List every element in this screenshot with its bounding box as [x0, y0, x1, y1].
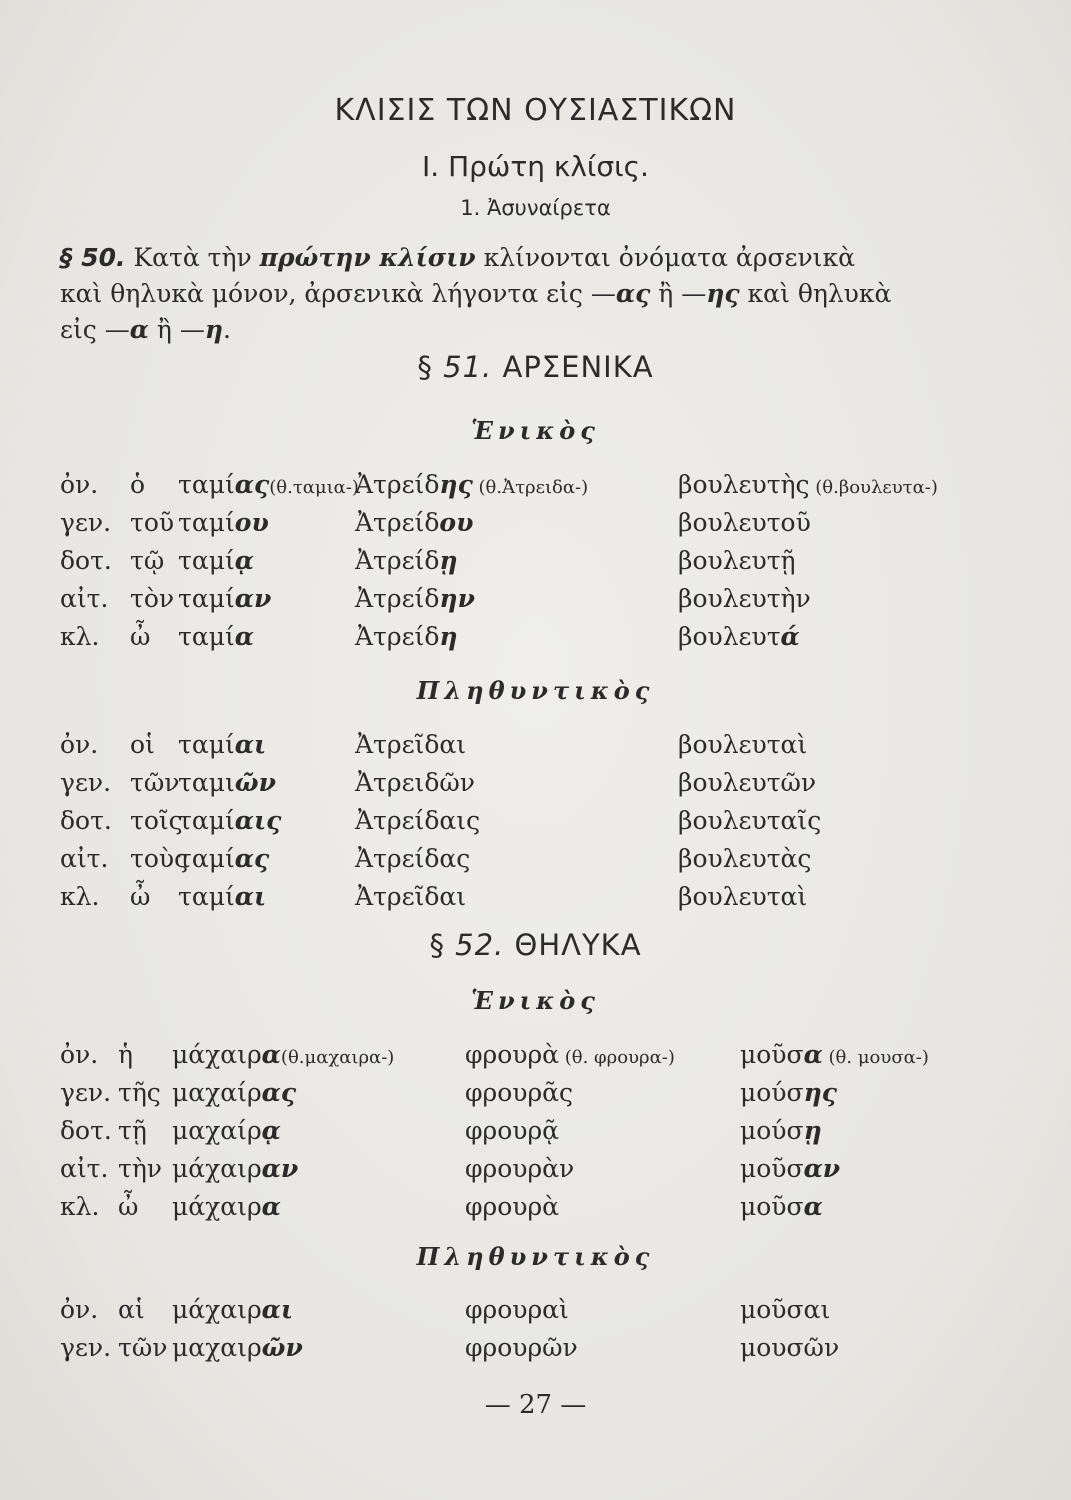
- case-abbrev: γεν.: [60, 508, 112, 537]
- word-form-1: [172, 1333, 303, 1362]
- word-stem: ταμί: [178, 508, 235, 537]
- case-abbrev: κλ.: [60, 882, 100, 911]
- word-ending: αν: [234, 584, 272, 613]
- case-abbrev: ὀν.: [60, 470, 99, 499]
- word-form-2: [465, 1154, 574, 1183]
- word-ending: ά: [780, 622, 800, 651]
- paragraph-line-3: [60, 312, 960, 347]
- section-number: § 50.: [60, 243, 126, 272]
- text: .: [223, 315, 231, 344]
- word-ending: αν: [261, 1154, 299, 1183]
- word-stem: ταμί: [178, 584, 235, 613]
- case-label: [60, 844, 108, 873]
- word-text: φρουραὶ: [465, 1295, 569, 1324]
- case-label: [60, 1333, 111, 1362]
- article-text: ἡ: [118, 1040, 133, 1069]
- text: κλίνονται ὀνόματα ἀρσενικὰ: [475, 243, 855, 272]
- article: [130, 768, 179, 797]
- word-form-1: [178, 584, 271, 613]
- word-stem: ταμί: [178, 470, 235, 499]
- word-stem: Ἀτρείδ: [355, 546, 440, 575]
- word-ending: η: [439, 622, 458, 651]
- word-form-3: [678, 546, 796, 575]
- case-abbrev: δοτ.: [60, 546, 112, 575]
- word-form-3: [678, 882, 807, 911]
- article: [130, 470, 145, 499]
- word-text: Ἀτρείδαις: [355, 806, 481, 835]
- word-stem: ταμί: [178, 730, 235, 759]
- word-stem: ταμί: [178, 622, 235, 651]
- word-form-3: [740, 1116, 822, 1145]
- article: [118, 1154, 162, 1183]
- article-text: ὦ: [118, 1192, 139, 1221]
- word-ending: ου: [234, 508, 269, 537]
- word-ending: ῃ: [803, 1116, 822, 1145]
- word-ending: ης: [439, 470, 473, 499]
- stem-note: (θ. φρουρα-): [559, 1047, 675, 1068]
- text: Κατὰ τὴν: [125, 243, 260, 272]
- stem-note: (θ.ταμια-): [269, 477, 359, 498]
- heading-word: ΘΗΛΥΚΑ: [504, 928, 642, 962]
- section-number: 51.: [443, 350, 493, 384]
- word-text: φρουρᾷ: [465, 1116, 560, 1145]
- case-abbrev: ὀν.: [60, 1040, 99, 1069]
- case-abbrev: δοτ.: [60, 806, 112, 835]
- word-form-1: [172, 1078, 296, 1107]
- word-stem: μάχαιρ: [172, 1040, 262, 1069]
- word-ending: αι: [234, 882, 267, 911]
- stem-note: (θ.μαχαιρα-): [280, 1047, 395, 1068]
- word-text: βουλευταὶ: [678, 730, 808, 759]
- word-form-2: [465, 1192, 559, 1221]
- word-form-3: [678, 730, 807, 759]
- word-stem: Ἀτρείδ: [355, 508, 440, 537]
- word-stem: βουλευτῇ: [678, 546, 796, 575]
- word-form-1: [178, 806, 281, 835]
- article: [130, 806, 183, 835]
- article: [118, 1295, 145, 1324]
- word-stem: βουλευτοῦ: [678, 508, 811, 537]
- article-text: τῷ: [130, 546, 165, 575]
- word-ending: ᾳ: [261, 1116, 281, 1145]
- article: [118, 1040, 133, 1069]
- word-stem: μαχαίρ: [172, 1078, 262, 1107]
- word-form-2: [465, 1295, 569, 1324]
- word-form-3: [678, 768, 816, 797]
- feminine-plural-label: Πληθυντικὸς: [416, 1242, 655, 1271]
- word-text: βουλευταῖς: [678, 806, 822, 835]
- word-ending: ῃ: [439, 546, 458, 575]
- word-text: φρουρᾶς: [465, 1078, 574, 1107]
- word-form-1: [178, 768, 276, 797]
- article: [118, 1078, 161, 1107]
- feminine-singular-label: Ἑνικὸς: [471, 986, 600, 1015]
- word-stem: βουλευτὴν: [678, 584, 811, 613]
- word-form-1: [178, 546, 254, 575]
- word-ending: ης: [803, 1078, 837, 1107]
- word-stem: βουλευτὴς: [678, 470, 810, 499]
- page-number: — 27 —: [484, 1390, 587, 1420]
- word-form-2: [355, 882, 466, 911]
- word-form-3: [678, 508, 811, 537]
- section-subsubtitle: 1. Ἀσυναίρετα: [460, 196, 611, 220]
- emphasis: πρώτην κλίσιν: [259, 243, 476, 272]
- article-text: τῇ: [118, 1116, 147, 1145]
- word-text: μοῦσαι: [740, 1295, 831, 1324]
- word-stem: Ἀτρείδ: [355, 584, 440, 613]
- article-text: τῶν: [118, 1333, 168, 1362]
- article: [118, 1333, 167, 1362]
- ending: ας: [615, 279, 651, 308]
- article-text: οἱ: [130, 730, 155, 759]
- word-text: φρουρὰ: [465, 1040, 560, 1069]
- word-stem: μοῦσ: [740, 1154, 804, 1183]
- word-form-3: [740, 1192, 823, 1221]
- word-form-1: [178, 882, 266, 911]
- word-form-1: [178, 844, 269, 873]
- word-stem: μούσ: [740, 1078, 804, 1107]
- word-form-2: [465, 1116, 559, 1145]
- word-form-3: [678, 470, 938, 499]
- word-text: φρουρῶν: [465, 1333, 578, 1362]
- section-sign: §: [417, 350, 444, 384]
- article: [118, 1192, 138, 1221]
- word-stem: μοῦσ: [740, 1040, 804, 1069]
- word-form-2: [355, 508, 473, 537]
- article: [130, 730, 155, 759]
- case-label: [60, 622, 99, 651]
- case-label: [60, 1040, 98, 1069]
- word-text: Ἀτρειδῶν: [355, 768, 475, 797]
- word-ending: α: [261, 1192, 281, 1221]
- text: ἢ —: [650, 279, 707, 308]
- word-stem: μαχαίρ: [172, 1116, 262, 1145]
- word-stem: ταμί: [178, 806, 235, 835]
- section-number: 52.: [455, 928, 505, 962]
- word-ending: ῶν: [234, 768, 276, 797]
- word-stem: ταμι: [178, 768, 235, 797]
- case-label: [60, 1116, 112, 1145]
- case-label: [60, 584, 108, 613]
- ending: α: [129, 315, 149, 344]
- word-text: φρουρὰν: [465, 1154, 575, 1183]
- case-label: [60, 546, 112, 575]
- word-ending: αι: [261, 1295, 294, 1324]
- word-form-2: [355, 768, 475, 797]
- case-abbrev: ὀν.: [60, 730, 99, 759]
- word-form-1: [178, 470, 359, 499]
- word-form-2: [355, 622, 458, 651]
- word-text: βουλευταὶ: [678, 882, 808, 911]
- word-ending: ας: [234, 844, 270, 873]
- stem-note: (θ.βουλευτα-): [809, 477, 938, 498]
- word-ending: ην: [439, 584, 475, 613]
- masculine-plural-label: Πληθυντικὸς: [416, 676, 655, 705]
- case-label: [60, 768, 111, 797]
- word-form-3: [678, 806, 821, 835]
- word-ending: ᾳ: [234, 546, 255, 575]
- word-form-3: [678, 844, 811, 873]
- article-text: τὸν: [130, 584, 175, 613]
- article-text: ὦ: [130, 882, 151, 911]
- paragraph-line-1: [60, 240, 960, 275]
- page-title: ΚΛΙΣΙΣ ΤΩΝ ΟΥΣΙΑΣΤΙΚΩΝ: [334, 93, 737, 128]
- article: [130, 584, 174, 613]
- word-ending: ῶν: [261, 1333, 303, 1362]
- word-stem: μάχαιρ: [172, 1295, 262, 1324]
- case-abbrev: γεν.: [60, 1333, 112, 1362]
- word-ending: αν: [803, 1154, 841, 1183]
- word-ending: αις: [234, 806, 282, 835]
- word-ending: ας: [234, 470, 270, 499]
- article-text: ὁ: [130, 470, 146, 499]
- stem-note: (θ.Ἀτρειδα-): [472, 477, 589, 498]
- word-form-3: [740, 1040, 929, 1069]
- article-text: αἱ: [118, 1295, 145, 1324]
- word-form-3: [740, 1295, 830, 1324]
- word-text: βουλευτὰς: [678, 844, 812, 873]
- case-abbrev: δοτ.: [60, 1116, 112, 1145]
- word-stem: ταμί: [178, 844, 235, 873]
- word-text: Ἀτρείδας: [355, 844, 471, 873]
- word-text: φρουρὰ: [465, 1192, 560, 1221]
- article-text: τὴν: [118, 1154, 163, 1183]
- word-form-2: [355, 584, 475, 613]
- word-form-3: [740, 1154, 840, 1183]
- case-label: [60, 1154, 108, 1183]
- word-ending: ας: [261, 1078, 297, 1107]
- word-form-3: [678, 622, 800, 651]
- word-stem: μούσ: [740, 1116, 804, 1145]
- word-stem: μοῦσ: [740, 1192, 804, 1221]
- case-label: [60, 806, 112, 835]
- word-ending: α: [234, 622, 255, 651]
- word-form-3: [740, 1078, 837, 1107]
- word-form-1: [178, 508, 269, 537]
- article-text: ὦ: [130, 622, 151, 651]
- word-form-3: [678, 584, 811, 613]
- word-ending: α: [803, 1040, 823, 1069]
- article-text: τοῖς: [130, 806, 183, 835]
- article: [130, 882, 150, 911]
- word-stem: Ἀτρείδ: [355, 470, 440, 499]
- case-abbrev: αἰτ.: [60, 844, 109, 873]
- word-text: βουλευτῶν: [678, 768, 817, 797]
- case-label: [60, 1192, 99, 1221]
- case-label: [60, 882, 99, 911]
- word-form-1: [178, 730, 266, 759]
- word-form-1: [172, 1154, 298, 1183]
- word-stem: βουλευτ: [678, 622, 781, 651]
- article-text: τῶν: [130, 768, 180, 797]
- article: [118, 1116, 147, 1145]
- word-ending: αι: [234, 730, 267, 759]
- section-sign: §: [429, 928, 456, 962]
- word-form-1: [172, 1192, 281, 1221]
- word-form-2: [355, 806, 480, 835]
- case-abbrev: κλ.: [60, 622, 100, 651]
- case-label: [60, 470, 98, 499]
- article: [130, 508, 174, 537]
- word-form-3: [740, 1333, 839, 1362]
- word-form-2: [465, 1078, 573, 1107]
- ending: η: [204, 315, 224, 344]
- ending: ης: [706, 279, 740, 308]
- word-form-2: [355, 470, 588, 499]
- word-stem: μάχαιρ: [172, 1154, 262, 1183]
- case-abbrev: γεν.: [60, 1078, 112, 1107]
- word-form-1: [178, 622, 254, 651]
- case-abbrev: γεν.: [60, 768, 112, 797]
- word-ending: α: [803, 1192, 823, 1221]
- text: καὶ θηλυκὰ μόνον, ἀρσενικὰ λήγοντα εἰς —: [60, 279, 616, 308]
- word-form-2: [465, 1333, 578, 1362]
- article-text: τοῦ: [130, 508, 175, 537]
- masculine-singular-label: Ἑνικὸς: [471, 416, 600, 445]
- article-text: τῆς: [118, 1078, 161, 1107]
- paragraph-line-2: [60, 276, 960, 311]
- word-form-1: [172, 1295, 293, 1324]
- word-form-2: [355, 546, 458, 575]
- word-form-2: [465, 1040, 675, 1069]
- article: [130, 622, 150, 651]
- word-form-2: [355, 730, 466, 759]
- word-stem: μάχαιρ: [172, 1192, 262, 1221]
- word-text: Ἀτρεῖδαι: [355, 730, 467, 759]
- case-label: [60, 730, 98, 759]
- case-abbrev: κλ.: [60, 1192, 100, 1221]
- text: καὶ θηλυκὰ: [739, 279, 892, 308]
- masculine-heading: [0, 350, 1071, 384]
- case-abbrev: ὀν.: [60, 1295, 99, 1324]
- section-subtitle: Ι. Πρώτη κλίσις.: [422, 150, 649, 183]
- word-stem: μαχαιρ: [172, 1333, 262, 1362]
- article-text: τοὺς: [130, 844, 189, 873]
- word-ending: α: [261, 1040, 281, 1069]
- case-label: [60, 1078, 111, 1107]
- stem-note: (θ. μουσα-): [822, 1047, 929, 1068]
- heading-word: ΑΡΣΕΝΙΚΑ: [492, 350, 654, 384]
- case-abbrev: αἰτ.: [60, 584, 109, 613]
- word-stem: Ἀτρείδ: [355, 622, 440, 651]
- case-abbrev: αἰτ.: [60, 1154, 109, 1183]
- text: εἰς —: [60, 315, 130, 344]
- word-form-2: [355, 844, 470, 873]
- feminine-heading: [0, 928, 1071, 962]
- word-stem: ταμί: [178, 546, 235, 575]
- word-text: Ἀτρεῖδαι: [355, 882, 467, 911]
- word-text: μουσῶν: [740, 1333, 840, 1362]
- word-stem: ταμί: [178, 882, 235, 911]
- word-form-1: [172, 1040, 394, 1069]
- article: [130, 546, 164, 575]
- word-form-1: [172, 1116, 281, 1145]
- case-label: [60, 508, 111, 537]
- word-ending: ου: [439, 508, 474, 537]
- text: ἢ —: [148, 315, 205, 344]
- case-label: [60, 1295, 98, 1324]
